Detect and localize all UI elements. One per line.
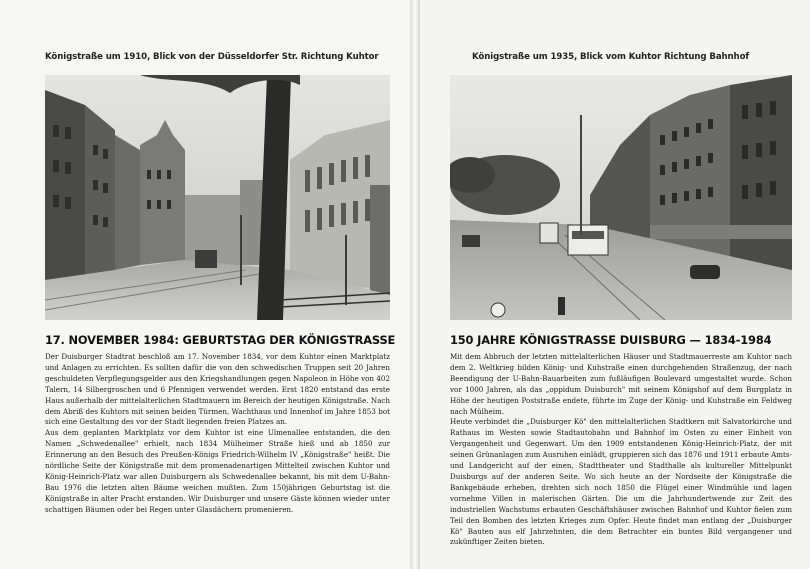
right-body-text: [450, 352, 792, 548]
historic-photo-1910: [45, 75, 390, 320]
historic-photo-1935: [450, 75, 792, 320]
street-scene-1910-image: [45, 75, 390, 320]
photo-caption-1910: Königstraße um 1910, Blick von der Düsseldorfer Str. Richtung Kuhtor: [45, 52, 379, 62]
left-body-text: [45, 352, 390, 516]
photo-caption-1935: Königstraße um 1935, Blick vom Kuhtor Richtung Bahnhof: [472, 52, 750, 62]
right-headline: 150 JAHRE KÖNIGSTRASSE DUISBURG — 1834-1984: [450, 333, 772, 347]
street-scene-1935-image: [450, 75, 792, 320]
left-paragraph: Aus dem geplanten Marktplatz vor dem Kuhtor ist eine Ulmenallee entstanden, die den Namen „Schwedenallee" erhielt, nach 1834 Mülheimer Straße hieß und ab 1850 zur Erinnerung an den Besuch des Preußen-Königs Friedrich-Wilhelm IV „Königstraße" heißt. Die nördliche Seite der Königstraße mit dem promenadenartigen Mittelteil zwischen Kuhtor und König-Heinrich-Platz war allen Duisburgern als Schwedenallee bekannt, bis mit dem U-Bahn-Bau 1976 die letzten alten Bäume weichen mußten. Zum 150jährigen Geburtstag ist die Königstraße in alter Pracht erstanden. Wir Duisburger und unsere Gäste können wieder unter schattigen Bäumen oder bei Regen unter Glasdächern promenieren.: [45, 428, 390, 514]
left-paragraph: Der Duisburger Stadtrat beschloß am 17. November 1834, vor dem Kuhtor einen Marktplatz und Anlagen zu errichten. Es sollten dafür die von den schwedischen Truppen seit 20 Jahren geschuldeten Verpflegungsgelder aus den Kriegshandlungen gegen Napoleon in Höhe von 402 Talern, 14 Silbergroschen und 6 Pfennigen verwendet werden. Erst 1820 entstand das erste Haus außerhalb der mittelalterlichen Stadtmauern im Bereich der heutigen Königstraße. Nach dem Abriß des Kuhtors mit seinen beiden Türmen, Wachthaus und Innenhof im Jahre 1853 bot sich eine Gestaltung des vor der Stadt liegenden freien Platzes an.: [45, 352, 390, 427]
right-page: [420, 0, 810, 569]
left-headline: 17. NOVEMBER 1984: GEBURTSTAG DER KÖNIGSTRASSE: [45, 333, 396, 347]
page-gutter: [410, 0, 420, 569]
right-paragraph: Mit dem Abbruch der letzten mittelalterlichen Häuser und Stadtmauerreste am Kuhtor nach dem 2. Weltkrieg bilden König- und Kuhstraße einen durchgehenden Straßenzug, der nach Beendigung der U-Bahn-Bauarbeiten zum fußläufigen Boulevard umgestaltet wurde. Schon vor 1000 Jahren, als das „oppidum Duisburch" mit seinem Königshof auf dem Burgplatz in Höhe der heutigen Poststraße endete, führte im Zuge der König- und Kuhstraße ein Feldweg nach Mülheim.: [450, 352, 792, 416]
right-paragraph: Heute verbindet die „Duisburger Kö" den mittelalterlichen Stadtkern mit Salvatorkirche und Rathaus im Westen sowie Stadtautobahn und Bahnhof im Osten zu einer Einheit von Vergangenheit und Gegenwart. Um den 1909 entstandenen König-Heinrich-Platz, der mit seinen Grünanlagen zum Ausruhen einlädt, gruppieren sich das 1876 und 1911 erbaute Amts- und Landgericht auf der einen, Stadttheater und Stadthalle als kultureller Mittelpunkt Duisburgs auf der anderen Seite. Wo sich heute an der Nordseite der Königstraße die Bankgebäude erheben, drehten sich noch 1850 die Flügel einer Windmühle und lagen vornehme Villen in malerischen Gärten. Die um die Jahrhundertwende zur Zeit des industriellen Wachstums erbauten Geschäftshäuser zwischen Bahnhof und Kuhtor fielen zum Teil den Bomben des letzten Krieges zum Opfer. Heute findet man entlang der „Duisburger Kö" Bauten aus elf Jahrzehnten, die dem Betrachter ein buntes Bild vergangener und zukünftiger Zeiten bieten.: [450, 417, 792, 547]
